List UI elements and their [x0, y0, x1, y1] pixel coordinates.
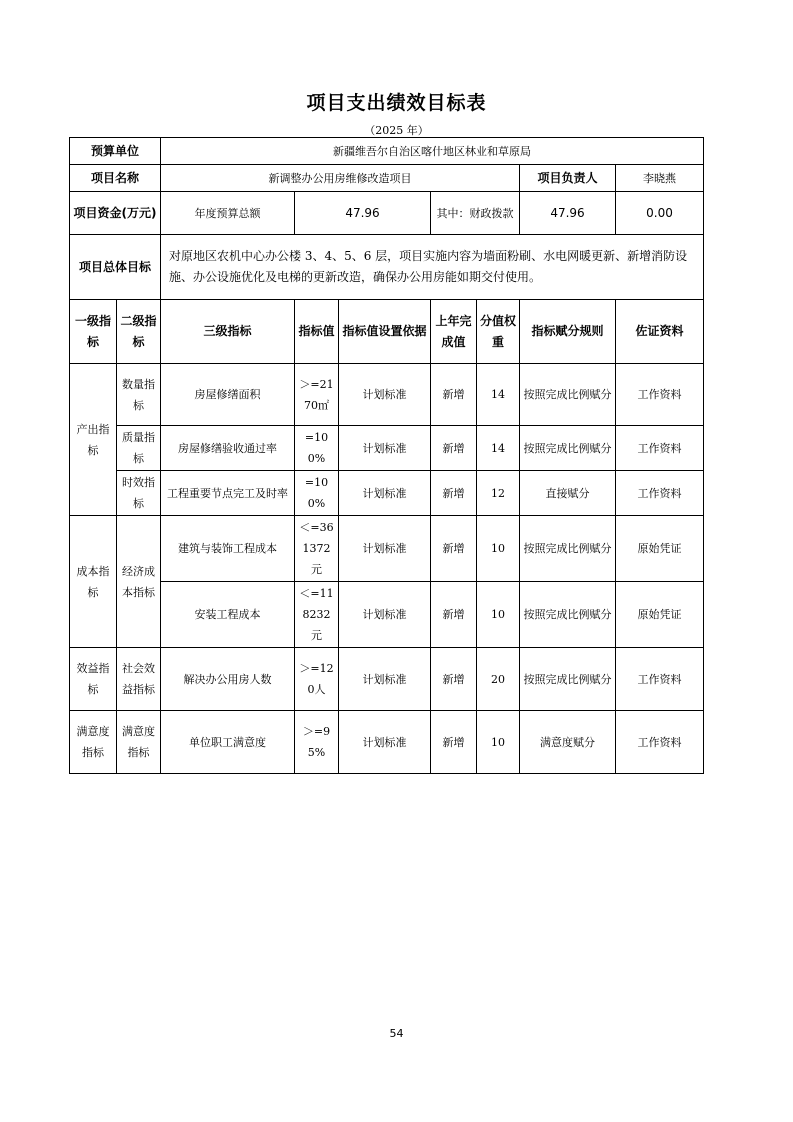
- indicator-value: ＞=120人: [295, 648, 339, 711]
- indicator-basis: 计划标准: [339, 711, 431, 774]
- fund-label: 项目资金(万元): [70, 192, 161, 235]
- group-satisfaction: 满意度指标: [70, 711, 117, 774]
- header-weight: 分值权重: [477, 300, 520, 364]
- indicator-basis: 计划标准: [339, 364, 431, 426]
- project-name-value: 新调整办公用房维修改造项目: [161, 165, 520, 192]
- fiscal-label: 其中：财政拨款: [431, 192, 520, 235]
- indicator-basis: 计划标准: [339, 648, 431, 711]
- indicator-weight: 10: [477, 516, 520, 582]
- indicator-rule: 满意度赋分: [520, 711, 616, 774]
- header-last-year: 上年完成值: [431, 300, 477, 364]
- subgroup-timeliness: 时效指标: [117, 471, 161, 516]
- indicator-name: 建筑与装饰工程成本: [161, 516, 295, 582]
- header-level3: 三级指标: [161, 300, 295, 364]
- page-number: 54: [389, 1027, 404, 1040]
- group-output: 产出指标: [70, 364, 117, 516]
- indicator-weight: 14: [477, 426, 520, 471]
- overall-goal-row: [70, 235, 704, 300]
- header-level2: 二级指标: [117, 300, 161, 364]
- indicator-name: 解决办公用房人数: [161, 648, 295, 711]
- indicator-rule: 按照完成比例赋分: [520, 582, 616, 648]
- indicator-rule: 按照完成比例赋分: [520, 648, 616, 711]
- table-row: [70, 516, 704, 582]
- indicator-last-year: 新增: [431, 426, 477, 471]
- indicator-name: 工程重要节点完工及时率: [161, 471, 295, 516]
- page-title: 项目支出绩效目标表: [306, 92, 487, 114]
- header-rule: 指标赋分规则: [520, 300, 616, 364]
- indicator-value: ＜=361372元: [295, 516, 339, 582]
- indicator-evidence: 工作资料: [616, 471, 704, 516]
- indicator-value: =100%: [295, 426, 339, 471]
- project-fund-row: [70, 192, 704, 235]
- indicator-evidence: 原始凭证: [616, 582, 704, 648]
- table-row: [70, 364, 704, 426]
- subgroup-quantity: 数量指标: [117, 364, 161, 426]
- header-value: 指标值: [295, 300, 339, 364]
- annual-budget-value: 47.96: [295, 192, 431, 235]
- project-name-label: 项目名称: [70, 165, 161, 192]
- table-row: [70, 471, 704, 516]
- indicator-value: ＞=2170㎡: [295, 364, 339, 426]
- indicator-header-row: [70, 300, 704, 364]
- header-basis: 指标值设置依据: [339, 300, 431, 364]
- indicator-evidence: 工作资料: [616, 648, 704, 711]
- budget-unit-row: [70, 138, 704, 165]
- indicator-last-year: 新增: [431, 364, 477, 426]
- indicator-last-year: 新增: [431, 711, 477, 774]
- indicator-rule: 按照完成比例赋分: [520, 364, 616, 426]
- group-cost: 成本指标: [70, 516, 117, 648]
- indicator-basis: 计划标准: [339, 582, 431, 648]
- table-row: [70, 582, 704, 648]
- indicator-rule: 按照完成比例赋分: [520, 516, 616, 582]
- year-subtitle: （2025 年）: [364, 124, 429, 137]
- header-level1: 一级指标: [70, 300, 117, 364]
- leader-value: 李晓燕: [616, 165, 704, 192]
- subgroup-economic-cost: 经济成本指标: [117, 516, 161, 648]
- other-funds-value: 0.00: [646, 205, 673, 220]
- indicator-rule: 直接赋分: [520, 471, 616, 516]
- indicator-basis: 计划标准: [339, 516, 431, 582]
- subgroup-satisfaction: 满意度指标: [117, 711, 161, 774]
- indicator-evidence: 工作资料: [616, 711, 704, 774]
- overall-goal-text: 对原地区农机中心办公楼 3、4、5、6 层，项目实施内容为墙面粉刷、水电网暖更新、新增消防设施、办公设施优化及电梯的更新改造，确保办公用房能如期交付使用。: [161, 235, 704, 300]
- indicator-name: 安装工程成本: [161, 582, 295, 648]
- indicator-weight: 12: [477, 471, 520, 516]
- other-funds-value-group: [616, 192, 704, 235]
- table-row: [70, 711, 704, 774]
- indicator-name: 房屋修缮验收通过率: [161, 426, 295, 471]
- indicator-name: 单位职工满意度: [161, 711, 295, 774]
- indicator-name: 房屋修缮面积: [161, 364, 295, 426]
- table-row: [70, 648, 704, 711]
- table-row: [70, 426, 704, 471]
- indicator-value: ＞=95%: [295, 711, 339, 774]
- overall-goal-label: 项目总体目标: [70, 235, 161, 300]
- indicator-last-year: 新增: [431, 648, 477, 711]
- subgroup-social-benefit: 社会效益指标: [117, 648, 161, 711]
- indicator-evidence: 工作资料: [616, 426, 704, 471]
- project-name-row: [70, 165, 704, 192]
- indicator-last-year: 新增: [431, 516, 477, 582]
- header-evidence: 佐证资料: [616, 300, 704, 364]
- subgroup-quality: 质量指标: [117, 426, 161, 471]
- indicator-rule: 按照完成比例赋分: [520, 426, 616, 471]
- indicator-evidence: 工作资料: [616, 364, 704, 426]
- leader-label: 项目负责人: [520, 165, 616, 192]
- indicator-last-year: 新增: [431, 471, 477, 516]
- indicator-last-year: 新增: [431, 582, 477, 648]
- indicator-basis: 计划标准: [339, 426, 431, 471]
- performance-target-table: [69, 137, 704, 774]
- indicator-weight: 10: [477, 582, 520, 648]
- indicator-weight: 20: [477, 648, 520, 711]
- indicator-evidence: 原始凭证: [616, 516, 704, 582]
- annual-budget-label: 年度预算总额: [161, 192, 295, 235]
- indicator-value: =100%: [295, 471, 339, 516]
- indicator-weight: 14: [477, 364, 520, 426]
- indicator-basis: 计划标准: [339, 471, 431, 516]
- group-benefit: 效益指标: [70, 648, 117, 711]
- budget-unit-value: 新疆维吾尔自治区喀什地区林业和草原局: [161, 138, 704, 165]
- indicator-weight: 10: [477, 711, 520, 774]
- fiscal-value: 47.96: [520, 192, 616, 235]
- indicator-value: ＜=118232元: [295, 582, 339, 648]
- budget-unit-label: 预算单位: [70, 138, 161, 165]
